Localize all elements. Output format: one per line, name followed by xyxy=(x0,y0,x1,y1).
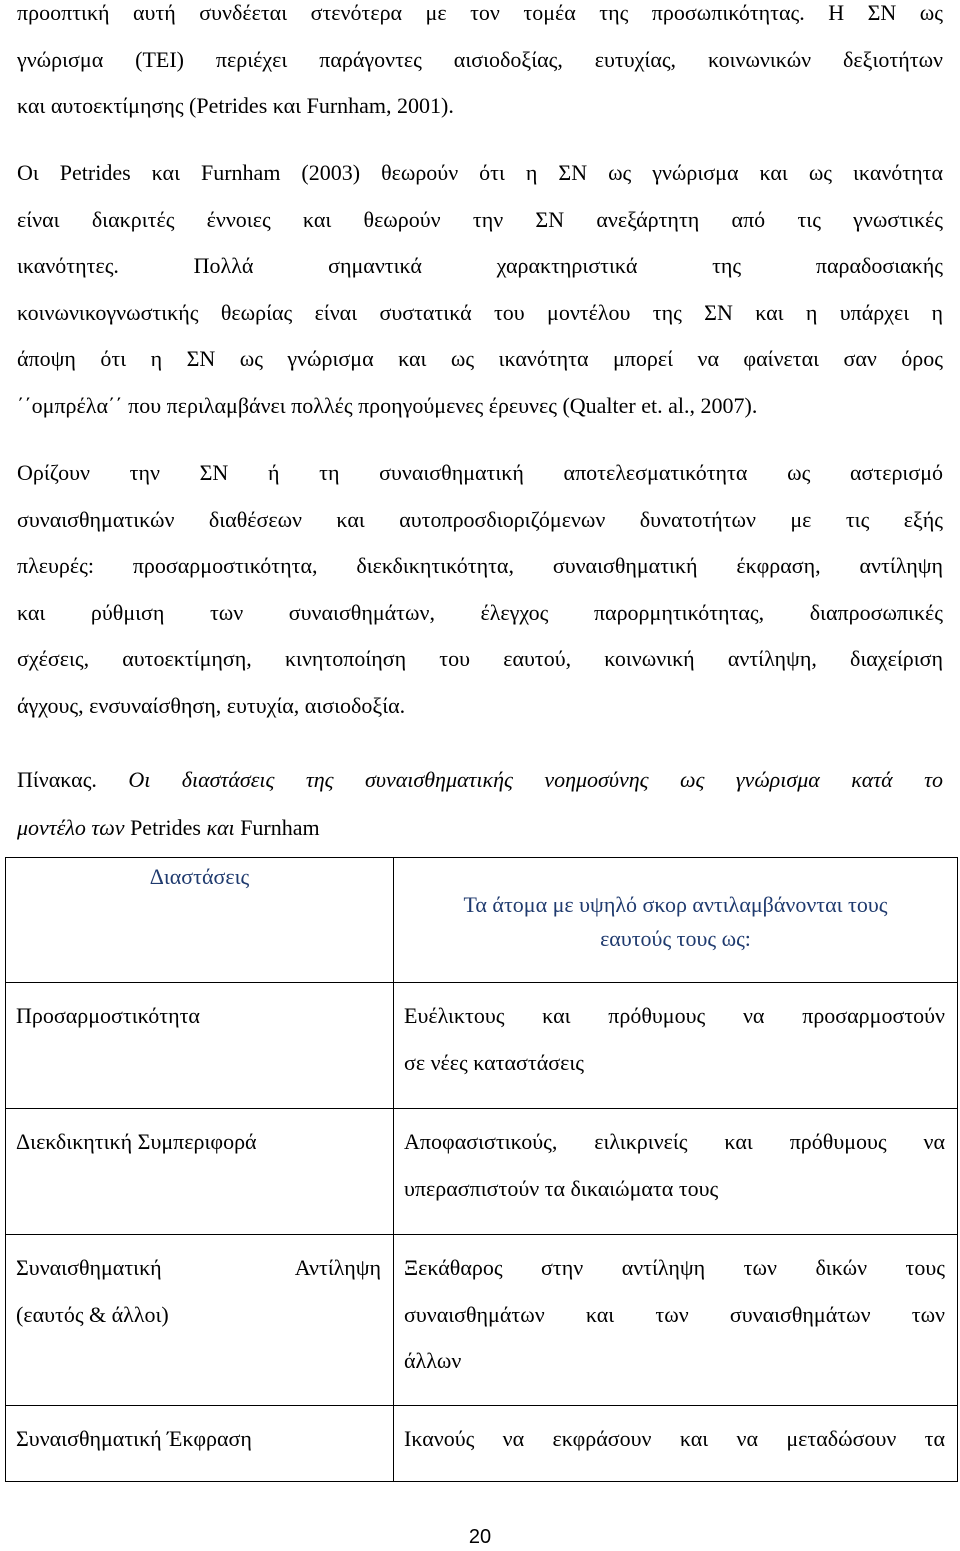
caption-author: Petrides xyxy=(130,815,201,840)
page-number: 20 xyxy=(468,1526,492,1548)
text-line: κοινωνικογνωστικής θεωρίας είναι συστατικά του μοντέλου της ΣΝ και η υπάρχει η xyxy=(17,299,943,325)
header-line: Τα άτομα με υψηλό σκορ αντιλαμβάνονται τους xyxy=(463,892,888,917)
caption-title-cont: μοντέλο των xyxy=(17,815,125,840)
cell-text: Διεκδικητική Συμπεριφορά xyxy=(16,1129,257,1154)
cell-text: Συναισθηματική Έκφραση xyxy=(16,1426,252,1451)
cell-text: Προσαρμοστικότητα xyxy=(16,1003,200,1028)
description-cell xyxy=(394,1109,958,1235)
caption-title: Οι διαστάσεις της συναισθηματικής νοημοσύνης ως γνώρισμα κατά το xyxy=(128,767,944,792)
table-header-row xyxy=(6,858,958,983)
cell-text: Ευέλικτους και πρόθυμους να προσαρμοστούν xyxy=(404,1003,945,1028)
text-line: ΄΄ομπρέλα΄΄ που περιλαμβάνει πολλές προηγούμενες έρευνες (Qualter et. al., 2007). xyxy=(17,392,758,418)
text-line: προοπτική αυτή συνδέεται στενότερα με τον τομέα της προσωπικότητας. Η ΣΝ ως xyxy=(17,0,943,25)
text-line: σχέσεις, αυτοεκτίμηση, κινητοποίηση του εαυτού, κοινωνική αντίληψη, διαχείριση xyxy=(17,646,943,671)
cell-text: υπερασπιστούν τα δικαιώματα τους xyxy=(404,1175,719,1201)
dimensions-table xyxy=(5,857,958,1482)
paragraph-definition xyxy=(17,450,943,729)
header-dimensions: Διαστάσεις xyxy=(149,864,250,889)
table-row xyxy=(6,1235,958,1406)
header-line: εαυτούς τους ως: xyxy=(600,926,751,951)
cell-text: Αποφασιστικούς, ειλικρινείς και πρόθυμους να xyxy=(404,1129,945,1154)
cell-text: συναισθημάτων και των συναισθημάτων των xyxy=(404,1301,945,1327)
text-line: Ορίζουν την ΣΝ ή τη συναισθηματική αποτελεσματικότητα ως αστερισμό xyxy=(17,460,943,485)
text-line: συναισθηματικών διαθέσεων και αυτοπροσδιοριζόμενων δυνατοτήτων με τις εξής xyxy=(17,506,943,532)
description-cell xyxy=(394,983,958,1109)
table-header-cell xyxy=(394,858,958,983)
cell-text: σε νέες καταστάσεις xyxy=(404,1049,584,1075)
cell-text: άλλων xyxy=(404,1348,462,1373)
caption-conjunction: και xyxy=(206,815,235,840)
dimension-cell xyxy=(6,1235,394,1406)
header-description xyxy=(394,858,957,956)
text-line: γνώρισμα (TEI) περιέχει παράγοντες αισιοδοξίας, ευτυχίας, κοινωνικών δεξιοτήτων xyxy=(17,46,943,72)
dimension-cell xyxy=(6,983,394,1109)
table-row xyxy=(6,983,958,1109)
cell-text: Συναισθηματική Αντίληψη xyxy=(16,1255,381,1280)
text-line: πλευρές: προσαρμοστικότητα, διεκδικητικότητα, συναισθηματική έκφραση, αντίληψη xyxy=(17,553,943,578)
table-row xyxy=(6,1109,958,1235)
caption-line xyxy=(17,804,943,852)
dimension-cell xyxy=(6,1406,394,1482)
cell-text: (εαυτός & άλλοι) xyxy=(16,1301,169,1327)
text-line: είναι διακριτές έννοιες και θεωρούν την ΣΝ ανεξάρτητη από τις γνωστικές xyxy=(17,206,943,232)
caption-line xyxy=(17,756,943,804)
cell-text: Ξεκάθαρος στην αντίληψη των δικών τους xyxy=(404,1255,945,1280)
text-line: άγχους, ενσυναίσθηση, ευτυχία, αισιοδοξία. xyxy=(17,692,406,718)
text-line: και αυτοεκτίμησης (Petrides και Furnham, 2001). xyxy=(17,93,454,118)
table-header-cell xyxy=(6,858,394,983)
text-line: Οι Petrides και Furnham (2003) θεωρούν ότι η ΣΝ ως γνώρισμα και ως ικανότητα xyxy=(17,160,943,185)
description-cell xyxy=(394,1235,958,1406)
table-row xyxy=(6,1406,958,1482)
caption-author: Furnham xyxy=(240,815,320,840)
table-caption xyxy=(17,756,943,852)
caption-label: Πίνακας. xyxy=(17,767,97,792)
text-line: άποψη ότι η ΣΝ ως γνώρισμα και ως ικανότητα μπορεί να φαίνεται σαν όρος xyxy=(17,346,943,371)
text-line: και ρύθμιση των συναισθημάτων, έλεγχος παρορμητικότητας, διαπροσωπικές xyxy=(17,599,943,625)
paragraph-petrides-furnham xyxy=(17,150,943,429)
cell-text: Ικανούς να εκφράσουν και να μεταδώσουν τα xyxy=(404,1426,945,1451)
dimension-cell xyxy=(6,1109,394,1235)
paragraph-intro-continuation xyxy=(17,0,943,130)
text-line: ικανότητες. Πολλά σημαντικά χαρακτηριστικά της παραδοσιακής xyxy=(17,253,943,278)
description-cell xyxy=(394,1406,958,1482)
